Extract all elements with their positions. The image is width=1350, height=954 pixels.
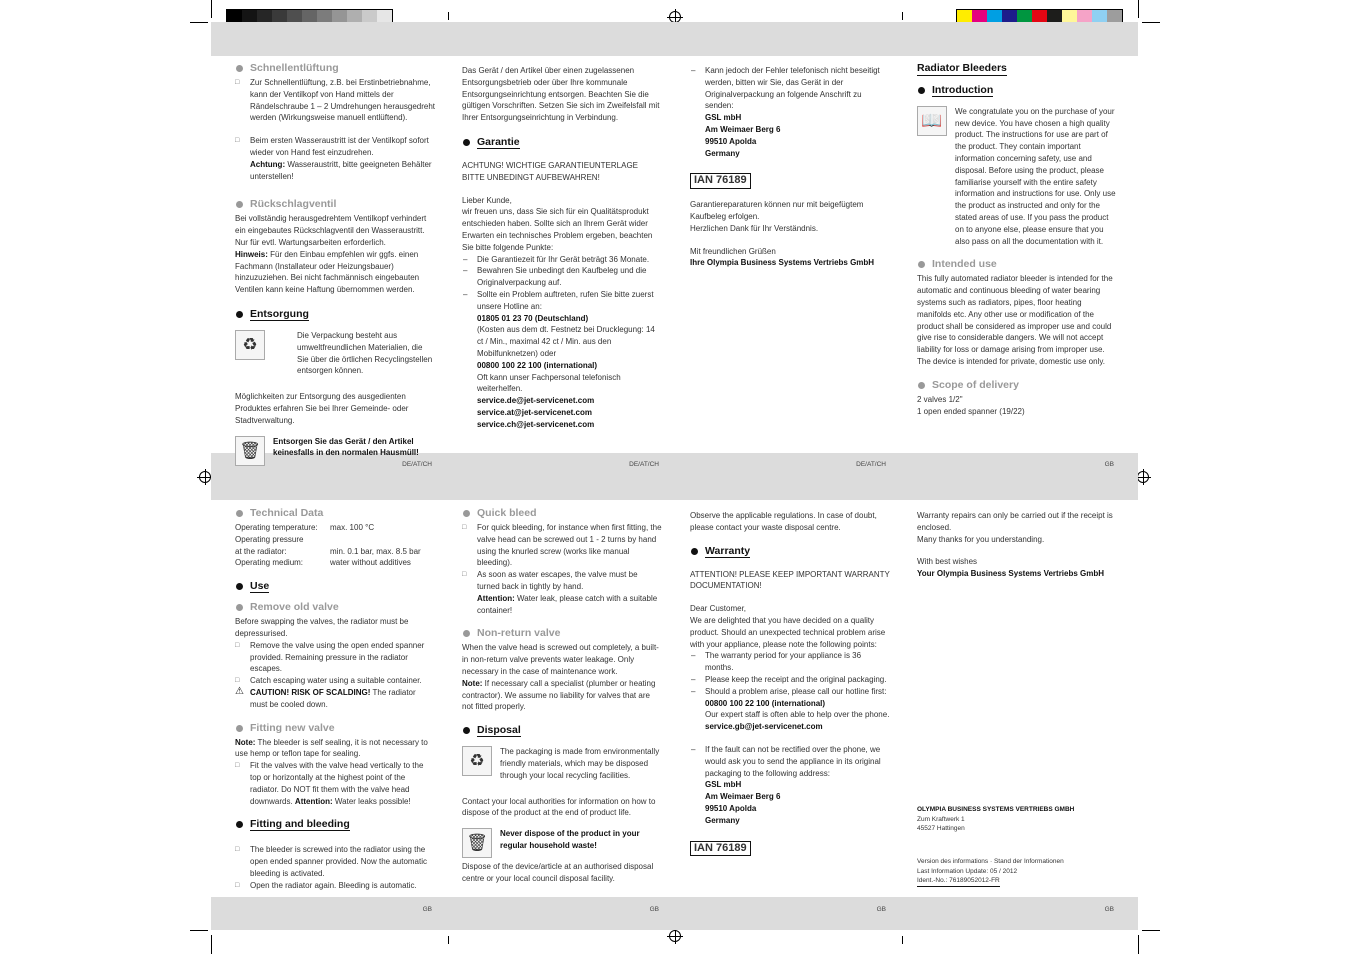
technical-data-table [235, 522, 435, 569]
registration-mark-left-icon [199, 471, 211, 483]
page-code: GB [1104, 906, 1114, 913]
address-line: 99510 Apolda [705, 803, 757, 813]
paragraph: We congratulate you on the purchase of your new device. You have chosen a high quality product. The instructions for use are part of the product. They contain important information concerning safety, use and disposal. Before using the product, please familiarise yourself with the entire safety information and instructions for use. Only use the product as instructed and only for the stated areas of use. If you pass the product on to anyone else, please ensure that you also pass on all the documentation with it. [955, 106, 1116, 246]
attention-label: Attention: [294, 796, 333, 806]
paragraph: Before swapping the valves, the radiator must be depressurised. [235, 617, 409, 638]
list-item: □ The bleeder is screwed into the radiator using the open ended spanner provided. Now the automatic bleeding is activated. [235, 844, 435, 879]
address-line: Am Weimaer Berg 6 [705, 124, 781, 134]
version-line: Last Information Update: 05 / 2012 [917, 867, 1018, 875]
address-line: Germany [705, 815, 740, 825]
recycle-note [235, 330, 435, 377]
table-row [235, 546, 435, 558]
paragraph: Das Gerät / den Artikel über einen zugelassenen Entsorgungsbetrieb oder über Ihre kommunale Entsorgungseinrichtung entsorgen. Beachten Sie die gültigen Vorschriften. Setzen Sie sich im Zweifelsfall mit Ihrer Entsorgungseinrichtung in Verbindung. [462, 66, 660, 123]
crossed-bin-icon: 🗑 [462, 828, 492, 858]
waste-bin-note [235, 436, 435, 466]
heading-text: Use [250, 580, 270, 593]
table-row [235, 522, 435, 534]
bold-warning: Never dispose of the product in your regular household waste! [500, 829, 640, 850]
fold-mark [902, 936, 903, 944]
address-line: Am Weimaer Berg 6 [705, 792, 781, 802]
bottom-column-3 [690, 510, 890, 866]
section-heading: Non-return valve [462, 627, 662, 640]
note-label: Note: [462, 678, 483, 688]
list-item: – Should a problem arise, please call our hotline first: [690, 686, 890, 698]
section-heading [235, 580, 435, 593]
header-band [211, 22, 1138, 56]
paragraph: Oft kann unser Fachpersonal telefonisch weiterhelfen. [477, 372, 621, 394]
paragraph: wir freuen uns, dass Sie sich für ein Qualitätsprodukt entschieden haben. Sollte sich an Ihrem Gerät wider Erwarten ein technisches Problem ergeben, beachten Sie bitte folgende Punkte: [462, 207, 653, 252]
address-line: Germany [705, 148, 740, 158]
paragraph: We are delighted that you have decided on a quality product. Should an unexpected technical problem arise with your appliance, please note the following points: [690, 615, 886, 649]
list-item: □ Beim ersten Wasseraustritt ist der Ventilkopf sofort wieder von Hand fest einzudrehen. [235, 135, 435, 159]
table-key: Operating temperature: [235, 523, 318, 532]
top-column-2 [462, 65, 662, 431]
section-heading: Rückschlagventil [235, 198, 435, 211]
crop-mark [1142, 930, 1160, 931]
crossed-bin-icon: 🗑 [235, 436, 265, 466]
bottom-column-4 [917, 510, 1117, 580]
ian-number-box: IAN 76189 [690, 841, 751, 857]
bottom-column-1 [235, 507, 435, 892]
caution-label: CAUTION! RISK OF SCALDING! [250, 687, 371, 697]
company-name: Ihre Olympia Business Systems Vertriebs GmbH [690, 258, 875, 268]
caps-notice: ACHTUNG! WICHTIGE GARANTIEUNTERLAGE BITTE UNBEDINGT AUFBEWAHREN! [462, 160, 639, 182]
section-heading: Fitting new valve [235, 722, 435, 735]
heading-text: Fitting and bleeding [250, 818, 350, 831]
page-code: GB [649, 906, 659, 913]
heading-text: Garantie [477, 135, 520, 148]
fold-mark [448, 936, 449, 944]
paragraph: When the valve head is screwed out completely, a built-in non-return valve prevents water leakage. Only necessary in the case of maintenance work. [462, 643, 659, 676]
table-value: water without additives [330, 558, 411, 568]
ian-number-box: IAN 76189 [690, 173, 751, 189]
paragraph: The packaging is made from environmentally friendly materials, which may be disposed through your local recycling facilities. [500, 747, 660, 780]
list-item [235, 760, 435, 807]
crop-mark [1138, 935, 1139, 954]
top-column-1 [235, 62, 435, 466]
section-heading: Intended use [917, 258, 1117, 271]
section-heading: Remove old valve [235, 601, 435, 614]
note [462, 678, 662, 713]
address-line: GSL mbH [705, 113, 742, 123]
caution-text: The radiator must be cooled down. [250, 687, 416, 709]
crop-mark [211, 935, 212, 954]
footer-band [211, 897, 1138, 930]
note [235, 249, 435, 296]
list-item: – Please keep the receipt and the original packaging. [690, 674, 890, 686]
note [235, 159, 435, 183]
street-address: Zum Kraftwerk 1 [917, 815, 965, 823]
list-item: □ For quick bleeding, for instance when first fitting, the valve head can be screwed out 1 - 2 turns by hand using the knurled screw (works like manual bleeding). [462, 522, 662, 569]
cost-info: (Kosten aus dem dt. Festnetz bei Drucklegung: 14 ct / Min., maximal 42 ct / Min. aus den Mobilfunknetzen) oder [477, 325, 655, 358]
document-title: Radiator Bleeders [917, 62, 1007, 74]
paragraph: Garantiereparaturen können nur mit beigefügtem Kaufbeleg erfolgen. [690, 200, 864, 221]
bottom-column-2 [462, 507, 662, 885]
paragraph: Dispose of the device/article at an authorised disposal centre or your local council disposal facility. [462, 862, 654, 883]
heading-text: Disposal [477, 724, 521, 737]
table-key: Operating pressure [235, 534, 304, 544]
note-text: Für den Einbau empfehlen wir ggfs. einen Fachmann (Installateur oder Heizungsbauer) hinzuzuziehen. Bei nicht fachmännisch eingebauten Ventilen kann keine Haftung übernommen werden. [235, 249, 420, 295]
crop-mark [190, 930, 208, 931]
list-item: □ Zur Schnellentlüftung, z.B. bei Erstinbetriebnahme, kann der Ventilkopf von Hand mittels der Rändelschraube 1 – 2 Umdrehungen herausgedreht werden (Wirkungsweise manuell entlüftend). [235, 77, 435, 124]
caution-note [235, 687, 435, 711]
recycle-note [462, 746, 662, 781]
item-text: Water leaks possible! [332, 796, 411, 806]
table-row [235, 534, 435, 546]
version-line: Version des informations · Stand der Informationen [917, 858, 1064, 865]
hotline-number: 01805 01 23 70 (Deutschland) [477, 313, 589, 323]
address-line: 99510 Apolda [705, 136, 757, 146]
paragraph: Observe the applicable regulations. In case of doubt, please contact your waste disposal centre. [690, 511, 877, 532]
list-item: – If the fault can not be rectified over the phone, we would ask you to send the appliance in its original packaging to the following address: [690, 744, 890, 779]
list-item: – The warranty period for your appliance is 36 months. [690, 650, 890, 674]
waste-bin-note [462, 828, 662, 858]
section-heading [917, 84, 1117, 97]
paragraph: Bei vollständig herausgedrehtem Ventilkopf verhindert ein eingebautes Rückschlagventil den Wasseraustritt. Nur für evtl. Wartungsarbeiten erforderlich. [235, 214, 427, 247]
page-code: GB [876, 906, 886, 913]
green-dot-recycle-icon: ♻ [462, 746, 492, 776]
section-heading [462, 724, 662, 737]
table-row [235, 557, 435, 569]
version-info [917, 857, 1077, 887]
hotline-number: 00800 100 22 100 (international) [477, 360, 598, 370]
attention-text: Water leak, please catch with a suitable container! [477, 593, 658, 615]
crop-mark [211, 0, 212, 18]
list-item: – Bewahren Sie unbedingt den Kaufbeleg und die Originalverpackung auf. [462, 265, 662, 289]
registration-mark-bottom-icon [669, 930, 681, 942]
list-item: – Die Garantiezeit für Ihr Gerät beträgt 36 Monate. [462, 254, 662, 266]
paragraph: Many thanks for you understanding. [917, 534, 1045, 544]
note [235, 737, 435, 761]
paragraph [500, 828, 662, 858]
note-label: Note: [235, 737, 256, 747]
service-email: service.at@jet-servicenet.com [477, 407, 592, 417]
note [462, 593, 662, 617]
heading-text: Warranty [705, 544, 751, 557]
list-item: □ Catch escaping water using a suitable container. [235, 675, 435, 687]
section-heading: Quick bleed [462, 507, 662, 520]
closing: Mit freundlichen Grüßen [690, 246, 776, 256]
paragraph: Warranty repairs can only be carried out if the receipt is enclosed. [917, 511, 1113, 532]
list-item: □ As soon as water escapes, the valve must be turned back in tightly by hand. [462, 569, 662, 593]
list-item: – Sollte ein Problem auftreten, rufen Sie bitte zuerst unsere Hotline an: [462, 289, 662, 313]
scope-item: 1 open ended spanner (19/22) [917, 406, 1025, 416]
scope-item: 2 valves 1/2" [917, 394, 963, 404]
green-dot-recycle-icon: ♻ [235, 330, 265, 360]
list-item: □ Open the radiator again. Bleeding is automatic. [235, 880, 435, 892]
note-text: The bleeder is self sealing, it is not necessary to use hemp or teflon tape for sealing. [235, 737, 428, 759]
section-heading: Technical Data [235, 507, 435, 520]
top-column-4 [917, 63, 1117, 417]
fold-mark [448, 12, 449, 20]
service-email: service.de@jet-servicenet.com [477, 396, 595, 406]
list-item: – Kann jedoch der Fehler telefonisch nicht beseitigt werden, bitten wir Sie, das Gerät in der Originalverpackung an folgende Anschrift zu senden: [690, 65, 890, 112]
paragraph: Die Verpackung besteht aus umweltfreundlichen Materialien, die Sie über die örtlichen Recyclingstellen entsorgen können. [297, 330, 433, 376]
table-value: max. 100 °C [330, 523, 375, 532]
intro-block [917, 106, 1117, 248]
page-code: DE/AT/CH [629, 461, 659, 468]
table-value [330, 534, 435, 546]
table-value: min. 0.1 bar, max. 8.5 bar [330, 546, 421, 556]
greeting: Dear Customer, [690, 604, 747, 614]
page-code: GB [422, 906, 432, 913]
section-heading: Scope of delivery [917, 379, 1117, 392]
note-text: Wasseraustritt, bitte geeigneten Behälter unterstellen! [250, 159, 432, 181]
read-instructions-icon: 📖 [917, 106, 947, 136]
section-heading [690, 545, 890, 558]
section-heading [235, 818, 435, 831]
crop-mark [1142, 22, 1160, 23]
registration-mark-right-icon [1137, 471, 1149, 483]
list-item: □ Remove the valve using the open ended spanner provided. Remaining pressure in the radiator escapes. [235, 640, 435, 675]
item-text: Fit the valves with the valve head vertically to the top or horizontally at the highest point of the radiator. Do NOT fit them with the valve head downwards. [250, 761, 424, 806]
table-key: Operating medium: [235, 558, 304, 568]
paragraph: Our expert staff is often able to help over the phone. [705, 710, 890, 720]
page-code: DE/AT/CH [856, 461, 886, 468]
page-code: DE/AT/CH [402, 461, 432, 468]
note-label: Achtung: [250, 159, 286, 169]
paragraph: Herzlichen Dank für Ihr Verständnis. [690, 223, 819, 233]
service-email: service.gb@jet-servicenet.com [705, 722, 823, 732]
corporate-name: OLYMPIA BUSINESS SYSTEMS VERTRIEBS GMBH [917, 806, 1075, 813]
note-text: If necessary call a specialist (plumber or heating contractor). We assume no liability for valves that are not fitted properly. [462, 678, 656, 712]
paragraph: Möglichkeiten zur Entsorgung des ausgedienten Produktes erfahren Sie bei Ihrer Gemeinde- oder Stadtverwaltung. [235, 392, 409, 425]
hotline-number: 00800 100 22 100 (international) [705, 698, 826, 708]
caps-notice: ATTENTION! PLEASE KEEP IMPORTANT WARRANTY DOCUMENTATION! [690, 569, 890, 591]
attention-label: Attention: [477, 593, 515, 603]
paragraph: Contact your local authorities for information on how to dispose of the product at the end of product life. [462, 796, 656, 818]
paragraph [273, 436, 435, 466]
city-address: 45527 Hattingen [917, 825, 965, 832]
company-name: Your Olympia Business Systems Vertriebs GmbH [917, 569, 1105, 579]
version-line: Ident.-No.: 76189052012-FR [917, 876, 1000, 887]
paragraph: This fully automated radiator bleeder is intended for the automatic and continuous bleeding of water bearing systems such as radiators, pipes, floor heating manifolds etc. Any other use or modification of the product shall be considered as improper use and could give rise to considerable dangers. We will not accept liability for loss or damage arising from improper use. The device is intended for private, domestic use only. [917, 274, 1113, 366]
heading-text: Entsorgung [250, 307, 309, 320]
page-code: GB [1104, 461, 1114, 468]
heading-text: Introduction [932, 83, 994, 96]
greeting: Lieber Kunde, [462, 195, 512, 205]
section-heading: Schnellentlüftung [235, 62, 435, 75]
service-email: service.ch@jet-servicenet.com [477, 419, 595, 429]
crop-mark [190, 22, 208, 23]
company-info [917, 805, 1117, 834]
top-column-3 [690, 65, 890, 269]
bold-warning: Entsorgen Sie das Gerät / den Artikel keinesfalls in den normalen Hausmüll! [273, 436, 419, 458]
note-label: Hinweis: [235, 249, 268, 259]
section-heading [462, 136, 662, 149]
table-key: at the radiator: [235, 546, 287, 556]
closing: With best wishes [917, 557, 978, 567]
fold-mark [902, 12, 903, 20]
address-line: GSL mbH [705, 780, 742, 790]
crop-mark [1138, 0, 1139, 18]
section-heading [235, 308, 435, 321]
